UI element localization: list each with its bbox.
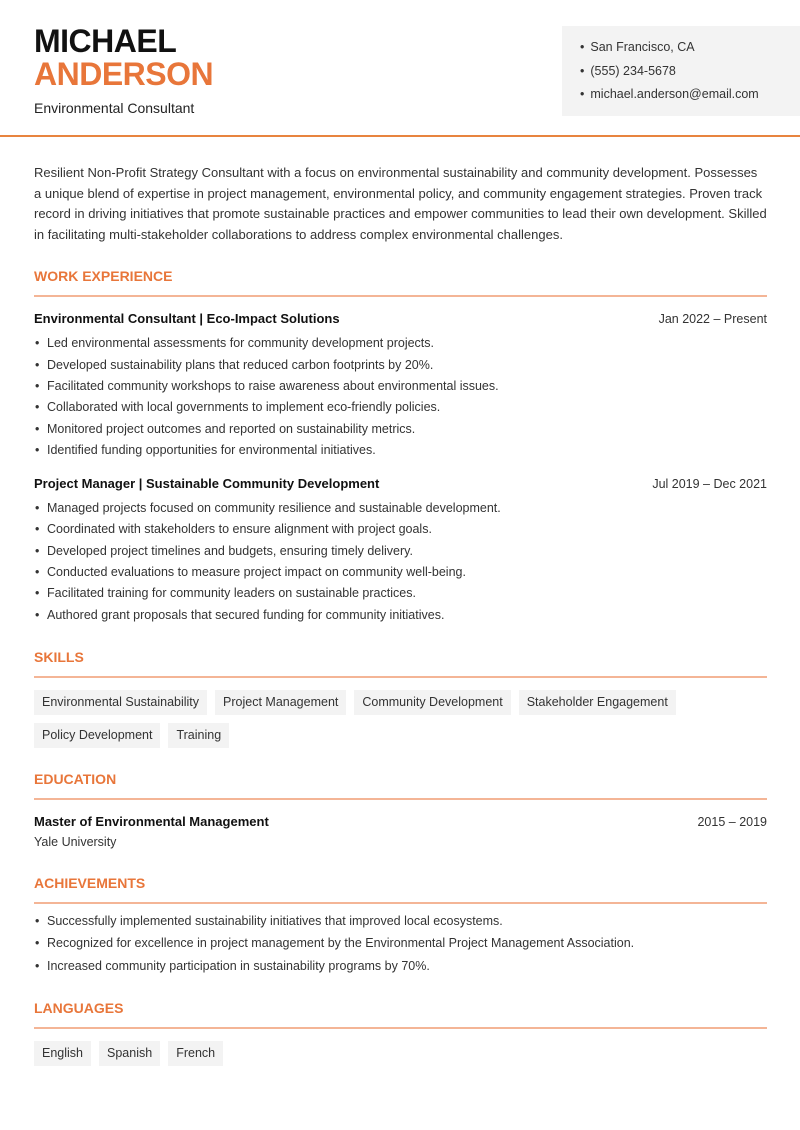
resume-header xyxy=(0,0,800,137)
contact-email: • michael.anderson@email.com xyxy=(580,86,800,110)
section-heading: WORK EXPERIENCE xyxy=(34,268,173,285)
section-heading: ACHIEVEMENTS xyxy=(34,874,146,891)
last-name: ANDERSON xyxy=(34,56,214,92)
education-section xyxy=(34,770,767,852)
education-dates: 2015 – 2019 xyxy=(697,814,767,829)
divider xyxy=(34,798,767,800)
job-header xyxy=(34,474,767,494)
bullet-item: • Identified funding opportunities for environmental initiatives. xyxy=(34,440,767,461)
skill-tag: Community Development xyxy=(354,690,510,715)
bullet-item: • Developed sustainability plans that reduced carbon footprints by 20%. xyxy=(34,355,767,376)
achievements-section xyxy=(34,874,767,978)
divider xyxy=(34,295,767,297)
contact-phone: • (555) 234-5678 xyxy=(580,63,800,87)
section-heading: EDUCATION xyxy=(34,770,117,787)
job-title: Project Manager | Sustainable Community Development xyxy=(34,476,380,492)
achievement-item: • Recognized for excellence in project management by the Environmental Project Management Association. xyxy=(34,932,767,955)
degree: Master of Environmental Management xyxy=(34,813,269,829)
achievement-item: • Increased community participation in sustainability programs by 70%. xyxy=(34,955,767,978)
job-entry xyxy=(34,474,767,626)
job-header xyxy=(34,309,767,329)
divider xyxy=(34,902,767,904)
resume-body xyxy=(34,163,767,1066)
achievement-item: • Successfully implemented sustainability initiatives that improved local ecosystems. xyxy=(34,910,767,933)
section-heading: SKILLS xyxy=(34,648,84,665)
language-tag: English xyxy=(34,1041,91,1066)
language-tag: Spanish xyxy=(99,1041,160,1066)
job-bullets xyxy=(34,498,767,626)
job-title: Environmental Consultant | Eco-Impact Solutions xyxy=(34,311,340,327)
skills-section xyxy=(34,648,767,748)
bullet-item: • Coordinated with stakeholders to ensure alignment with project goals. xyxy=(34,519,767,540)
bullet-item: • Facilitated training for community leaders on sustainable practices. xyxy=(34,583,767,604)
bullet-item: • Managed projects focused on community resilience and sustainable development. xyxy=(34,498,767,519)
bullet-item: • Authored grant proposals that secured funding for community initiatives. xyxy=(34,605,767,626)
contact-box xyxy=(562,26,800,116)
skill-tag: Stakeholder Engagement xyxy=(519,690,676,715)
section-heading: LANGUAGES xyxy=(34,1000,124,1017)
job-entry xyxy=(34,309,767,461)
bullet-item: • Developed project timelines and budgets, ensuring timely delivery. xyxy=(34,541,767,562)
bullet-item: • Conducted evaluations to measure project impact on community well-being. xyxy=(34,562,767,583)
summary: Resilient Non-Profit Strategy Consultant with a focus on environmental sustainability and community development. Possesses a unique blend of expertise in project management, environmental policy, and community engagement strategies. Proven track record in driving initiatives that promote sustainable practices and empower communities to lead their own development. Skilled in facilitating multi-stakeholder collaborations to address complex environmental challenges. xyxy=(34,165,767,242)
school: Yale University xyxy=(34,834,117,849)
skill-tag: Project Management xyxy=(215,690,346,715)
first-name: MICHAEL xyxy=(34,23,177,59)
bullet-item: • Facilitated community workshops to raise awareness about environmental issues. xyxy=(34,376,767,397)
bullet-item: • Led environmental assessments for community development projects. xyxy=(34,333,767,354)
divider xyxy=(34,676,767,678)
bullet-item: • Monitored project outcomes and reported on sustainability metrics. xyxy=(34,419,767,440)
job-dates: Jul 2019 – Dec 2021 xyxy=(652,477,767,492)
skill-tag: Policy Development xyxy=(34,723,160,748)
job-title: Environmental Consultant xyxy=(34,100,195,116)
contact-location: • San Francisco, CA xyxy=(580,39,800,63)
skill-tag: Training xyxy=(168,723,229,748)
work-experience-section xyxy=(34,267,767,626)
job-bullets xyxy=(34,333,767,461)
languages-section xyxy=(34,999,767,1066)
job-dates: Jan 2022 – Present xyxy=(658,312,767,327)
bullet-item: • Collaborated with local governments to implement eco-friendly policies. xyxy=(34,397,767,418)
skill-tag: Environmental Sustainability xyxy=(34,690,207,715)
divider xyxy=(34,1027,767,1029)
language-tag: French xyxy=(168,1041,223,1066)
